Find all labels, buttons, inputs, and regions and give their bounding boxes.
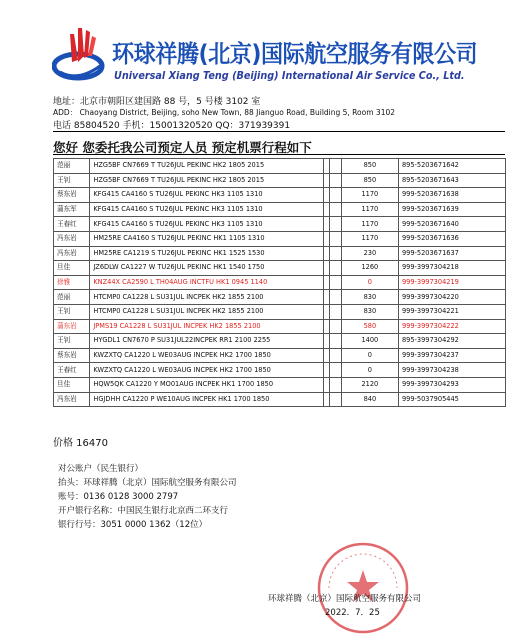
ticket-number-cell: 999-3997304222 (398, 319, 505, 334)
fare-cell: 580 (341, 319, 398, 334)
fare-cell: 2120 (341, 377, 398, 392)
table-row (54, 202, 506, 217)
table-row (54, 348, 506, 363)
spacer-cell (330, 246, 341, 261)
ticket-number-cell: 999-5203671637 (398, 246, 505, 261)
signature-date: 2022．7．25 (325, 608, 380, 618)
fare-cell: 1170 (341, 188, 398, 203)
spacer-cell (330, 202, 341, 217)
flight-detail-cell: HZG5BF CN7669 T TU26JUL PEKINC HK2 1805 2015 (90, 173, 324, 188)
fare-cell: 0 (341, 275, 398, 290)
spacer-cell (330, 173, 341, 188)
ticket-number-cell: 999-3997304220 (398, 290, 505, 305)
flight-detail-cell: HGJDHH CA1220 P WE10AUG INCPEK HK1 1700 1850 (90, 392, 324, 407)
passenger-name-cell: 冯东岩 (54, 392, 90, 407)
ticket-number-cell: 999-5203671638 (398, 188, 505, 203)
table-row (54, 217, 506, 232)
spacer-cell (330, 188, 341, 203)
header-divider (53, 131, 505, 132)
page-title: 您好 您委托我公司预定人员 预定机票行程如下 (53, 140, 312, 155)
fare-cell: 1170 (341, 217, 398, 232)
ticket-number-cell: 999-5203671640 (398, 217, 505, 232)
flight-detail-cell: JPMS19 CA1228 L SU31JUL INCPEK HK2 1855 2100 (90, 319, 324, 334)
ticket-number-cell: 999-3997304221 (398, 304, 505, 319)
table-row (54, 319, 506, 334)
ticket-number-cell: 999-5203671636 (398, 231, 505, 246)
bank-holder: 抬头：环球祥腾（北京）国际航空服务有限公司 (58, 478, 237, 488)
itinerary-body (54, 159, 506, 407)
passenger-name-cell: 蒲东岩 (54, 319, 90, 334)
spacer-cell (330, 231, 341, 246)
address-en: ADD： Chaoyang District, Beijing, soho New Town, 88 Jianguo Road, Building 5, Room 3102 (53, 108, 396, 117)
ticket-number-cell: 999-3997304219 (398, 275, 505, 290)
table-row (54, 261, 506, 276)
passenger-name-cell: 范丽 (54, 290, 90, 305)
spacer-cell (330, 363, 341, 378)
passenger-name-cell: 旦佳 (54, 261, 90, 276)
flight-detail-cell: HTCMP0 CA1228 L SU31JUL INCPEK HK2 1855 2100 (90, 304, 324, 319)
bank-account-number: 账号：0136 0128 3000 2797 (58, 492, 179, 502)
total-price: 价格 16470 (53, 438, 108, 449)
ticket-number-cell: 999-5037905445 (398, 392, 505, 407)
passenger-name-cell: 王钊 (54, 173, 90, 188)
table-row (54, 304, 506, 319)
company-seal-stamp (315, 540, 411, 636)
table-row (54, 275, 506, 290)
bank-name: 开户银行名称：中国民生银行北京西二环支行 (58, 506, 229, 516)
ticket-number-cell: 999-3997304293 (398, 377, 505, 392)
passenger-name-cell: 王春红 (54, 363, 90, 378)
spacer-cell (330, 377, 341, 392)
spacer-cell (330, 304, 341, 319)
flight-detail-cell: HM25RE CA1219 S TU26JUL PEKINC HK1 1525 1530 (90, 246, 324, 261)
bank-code: 银行行号：3051 0000 1362（12位） (58, 520, 208, 530)
table-row (54, 188, 506, 203)
flight-detail-cell: KNZ44X CA2590 L TH04AUG INCTFU HK1 0945 1140 (90, 275, 324, 290)
company-name-cn: 环球祥腾(北京)国际航空服务有限公司 (112, 40, 478, 68)
passenger-name-cell: 王钊 (54, 304, 90, 319)
bank-account-type: 对公账户（民生银行） (58, 464, 144, 474)
fare-cell: 230 (341, 246, 398, 261)
ticket-number-cell: 895-3997304292 (398, 334, 505, 349)
spacer-cell (330, 159, 341, 174)
table-row (54, 392, 506, 407)
contact-info: 电话 85804520 手机：15001320520 QQ：371939391 (53, 121, 291, 131)
flight-detail-cell: HYGDL1 CN7670 P SU31JUL22INCPEK RR1 2100 2255 (90, 334, 324, 349)
fare-cell: 850 (341, 173, 398, 188)
company-name-en: Universal Xiang Teng (Beijing) International Air Service Co., Ltd. (114, 70, 465, 82)
fare-cell: 830 (341, 304, 398, 319)
passenger-name-cell: 徐雅 (54, 275, 90, 290)
fare-cell: 1170 (341, 202, 398, 217)
passenger-name-cell: 范丽 (54, 159, 90, 174)
flight-detail-cell: HQW5QK CA1220 Y MO01AUG INCPEK HK1 1700 1850 (90, 377, 324, 392)
flight-detail-cell: HM25RE CA4160 S TU26JUL PEKINC HK1 1105 1310 (90, 231, 324, 246)
spacer-cell (330, 290, 341, 305)
flight-detail-cell: KFG415 CA4160 S TU26JUL PEKINC HK3 1105 1310 (90, 217, 324, 232)
spacer-cell (330, 348, 341, 363)
fare-cell: 840 (341, 392, 398, 407)
table-row (54, 246, 506, 261)
passenger-name-cell: 王春红 (54, 217, 90, 232)
flight-detail-cell: JZ6DLW CA1227 W TU26JUL PEKINC HK1 1540 1750 (90, 261, 324, 276)
company-logo (52, 26, 478, 96)
table-row (54, 363, 506, 378)
ticket-number-cell: 999-3997304237 (398, 348, 505, 363)
spacer-cell (330, 334, 341, 349)
flight-detail-cell: HTCMP0 CA1228 L SU31JUL INCPEK HK2 1855 2100 (90, 290, 324, 305)
globe-plane-logo-icon (52, 26, 110, 88)
ticket-number-cell: 999-3997304238 (398, 363, 505, 378)
passenger-name-cell: 蒲东军 (54, 202, 90, 217)
fare-cell: 0 (341, 348, 398, 363)
fare-cell: 1400 (341, 334, 398, 349)
table-row (54, 334, 506, 349)
passenger-name-cell: 冯东岩 (54, 231, 90, 246)
spacer-cell (330, 275, 341, 290)
fare-cell: 1260 (341, 261, 398, 276)
ticket-number-cell: 999-3997304218 (398, 261, 505, 276)
flight-detail-cell: KFG415 CA4160 S TU26JUL PEKINC HK3 1105 1310 (90, 188, 324, 203)
passenger-name-cell: 冯东岩 (54, 246, 90, 261)
signature-company: 环球祥腾（北京）国际航空服务有限公司 (268, 594, 422, 604)
fare-cell: 850 (341, 159, 398, 174)
spacer-cell (330, 392, 341, 407)
flight-detail-cell: HZG5BF CN7669 T TU26JUL PEKINC HK2 1805 2015 (90, 159, 324, 174)
flight-detail-cell: KWZXTQ CA1220 L WE03AUG INCPEK HK2 1700 1850 (90, 348, 324, 363)
itinerary-table (53, 158, 506, 407)
table-row (54, 159, 506, 174)
passenger-name-cell: 蔡东岩 (54, 188, 90, 203)
fare-cell: 1170 (341, 231, 398, 246)
spacer-cell (330, 217, 341, 232)
ticket-number-cell: 895-5203671643 (398, 173, 505, 188)
title-divider (53, 154, 505, 155)
fare-cell: 830 (341, 290, 398, 305)
spacer-cell (330, 319, 341, 334)
passenger-name-cell: 王钊 (54, 334, 90, 349)
address-cn: 地址：北京市朝阳区建国路 88 号，5 号楼 3102 室 (53, 97, 261, 107)
table-row (54, 290, 506, 305)
flight-detail-cell: KWZXTQ CA1220 L WE03AUG INCPEK HK2 1700 1850 (90, 363, 324, 378)
fare-cell: 0 (341, 363, 398, 378)
table-row (54, 231, 506, 246)
ticket-number-cell: 999-5203671639 (398, 202, 505, 217)
table-row (54, 173, 506, 188)
flight-detail-cell: KFG415 CA4160 S TU26JUL PEKINC HK3 1105 1310 (90, 202, 324, 217)
spacer-cell (330, 261, 341, 276)
passenger-name-cell: 蔡东岩 (54, 348, 90, 363)
passenger-name-cell: 旦佳 (54, 377, 90, 392)
table-row (54, 377, 506, 392)
ticket-number-cell: 895-5203671642 (398, 159, 505, 174)
